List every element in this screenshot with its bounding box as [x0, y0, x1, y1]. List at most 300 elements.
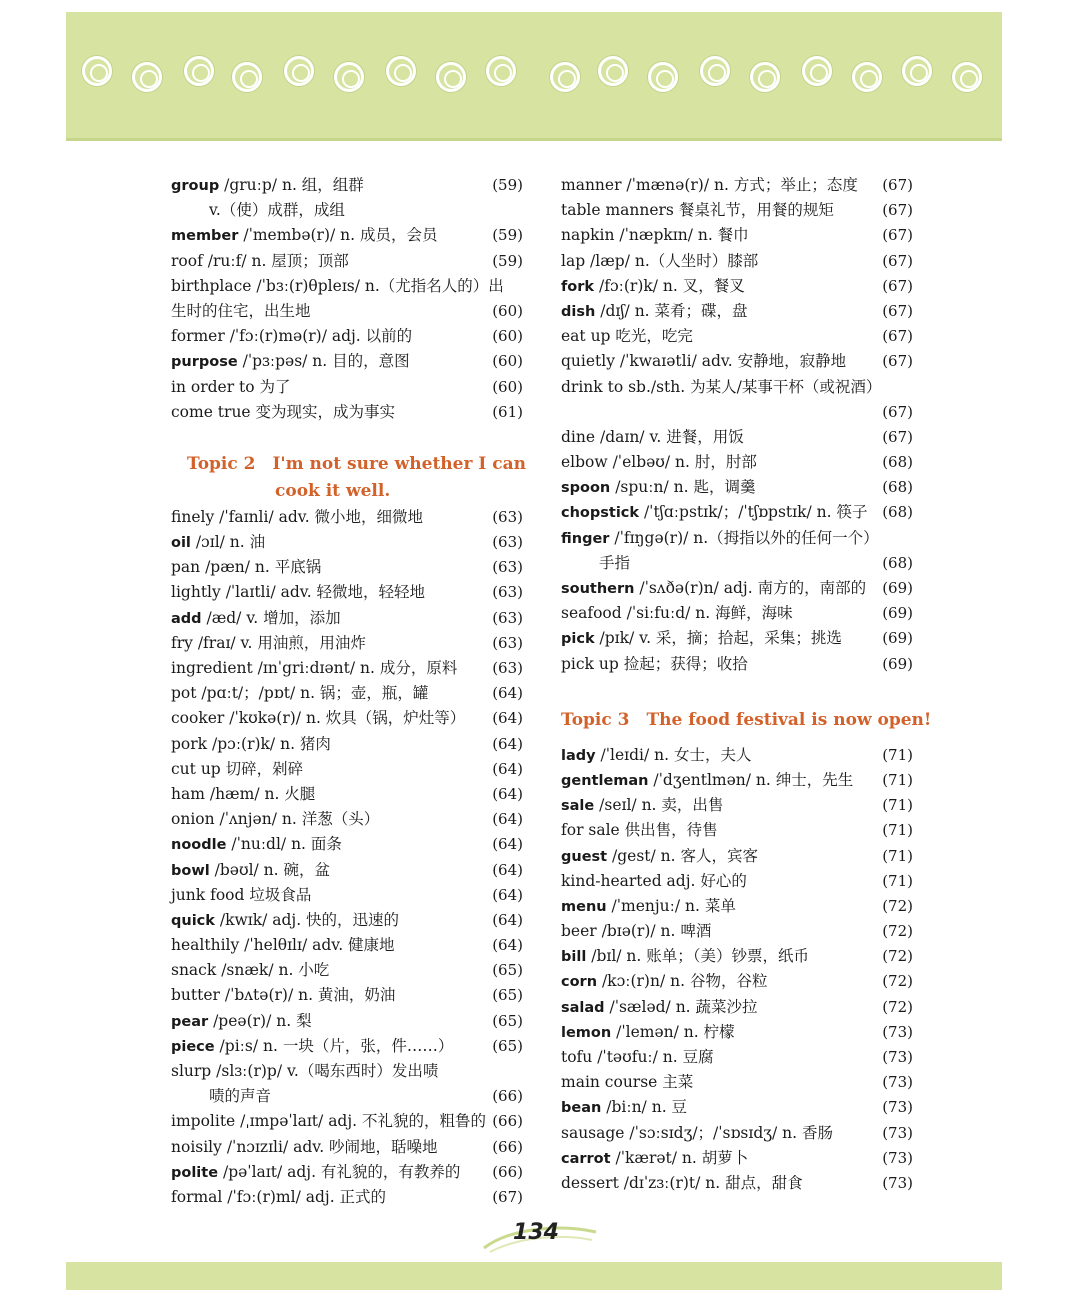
ring-ornament	[750, 62, 780, 92]
footer-banner	[66, 1262, 1002, 1290]
headword: dine	[561, 427, 596, 446]
definition: /pɪk/ v. 采，摘；拾起，采集；挑选	[594, 629, 842, 648]
vocab-entry	[171, 656, 523, 681]
headword: fork	[561, 278, 595, 295]
headword: bill	[561, 949, 587, 966]
vocab-entry	[171, 1160, 523, 1185]
definition: /ˈkwaɪətli/ adv. 安静地，寂静地	[614, 352, 847, 371]
vocab-entry	[561, 223, 913, 248]
headword: beer	[561, 922, 597, 941]
headword: pear	[171, 1013, 209, 1030]
headword: spoon	[561, 480, 611, 497]
vocab-entry	[561, 768, 913, 793]
headword: bean	[561, 1100, 602, 1117]
vocab-entry	[561, 944, 913, 969]
page-reference: (59)	[492, 251, 523, 270]
page-reference: (66)	[492, 1087, 523, 1106]
definition: 垃圾食品	[244, 885, 312, 904]
headword: main course	[561, 1073, 658, 1092]
vocab-entry	[171, 933, 523, 958]
headword: come true	[171, 402, 251, 421]
vocab-entry	[561, 249, 913, 274]
page-reference: (64)	[492, 784, 523, 803]
glossary-right-column	[561, 173, 932, 1196]
vocab-entry-text	[171, 1034, 453, 1060]
definition: /ˈfɔː(r)ml/ adj. 正式的	[222, 1187, 387, 1206]
headword: manner	[561, 176, 622, 194]
vocab-entry-text	[171, 1009, 312, 1035]
definition: /snæk/ n. 小吃	[216, 961, 330, 980]
vocab-entry-text	[171, 530, 265, 556]
page-reference: (63)	[492, 633, 523, 652]
headword: butter	[171, 986, 220, 1005]
vocab-entry	[561, 400, 913, 425]
headword: sale	[561, 798, 595, 815]
page-reference: (67)	[882, 226, 913, 245]
definition: /hæm/ n. 火腿	[204, 784, 316, 803]
page-reference: (68)	[882, 478, 913, 497]
vocab-entry	[171, 631, 523, 656]
vocab-entry-text	[561, 198, 834, 223]
vocab-entry	[171, 681, 523, 706]
vocab-entry-text	[171, 173, 364, 199]
headword: ingredient	[171, 659, 253, 677]
vocab-entry-text	[171, 681, 428, 706]
definition: /bɪl/ n. 账单；（美）钞票，纸币	[586, 947, 810, 966]
vocab-entry	[561, 1146, 913, 1171]
definition: /ˈfɔː(r)mə(r)/ adj. 以前的	[224, 327, 413, 346]
vocab-entry	[561, 526, 913, 551]
definition: /gest/ n. 客人，宾客	[607, 846, 759, 865]
definition: /dɪʃ/ n. 菜肴；碟，盘	[595, 301, 748, 320]
topic-heading-line: Topic 3 The food festival is now open!	[561, 709, 932, 730]
page-reference: (66)	[492, 1162, 523, 1181]
vocab-entry	[561, 626, 913, 651]
page-reference: (67)	[882, 201, 913, 220]
vocab-entry-text	[561, 944, 809, 970]
vocab-entry-text	[599, 551, 630, 576]
vocab-entry-text	[171, 223, 438, 249]
vocab-entry-text	[561, 173, 858, 198]
page-reference: (69)	[882, 604, 913, 623]
vocab-entry-text	[561, 324, 693, 349]
headword: finger	[561, 530, 610, 547]
headword: impolite	[171, 1112, 236, 1131]
topic-heading-line: cook it well.	[275, 480, 391, 501]
page-reference: (63)	[492, 533, 523, 552]
definition: /ˈleɪdi/ n. 女士，夫人	[595, 745, 752, 764]
definition: /ˈdʒentlmən/ n. 绅士，先生	[648, 770, 854, 789]
vocab-entry-text	[171, 1109, 486, 1134]
definition: /ˈkʊkə(r)/ n. 炊具（锅，炉灶等）	[224, 709, 466, 728]
page-reference: (64)	[492, 734, 523, 753]
vocab-entry	[561, 894, 913, 919]
headword: corn	[561, 974, 598, 991]
vocab-entry-text	[171, 757, 303, 782]
definition: 变为现实，成为事实	[250, 402, 396, 421]
vocab-entry-text	[171, 958, 329, 983]
headword: napkin	[561, 226, 615, 245]
headword: for sale	[561, 821, 620, 840]
vocab-entry-text	[171, 732, 331, 757]
ring-ornament	[852, 62, 882, 92]
headword: onion	[171, 810, 215, 829]
headword: piece	[171, 1038, 215, 1055]
definition: /ˈkærət/ n. 胡萝卜	[610, 1148, 749, 1167]
ring-ornament	[802, 56, 832, 86]
page-reference: (67)	[882, 327, 913, 346]
definition: /seɪl/ n. 卖，出售	[594, 796, 724, 815]
headword: quietly	[561, 352, 615, 371]
definition: 啧的声音	[209, 1087, 272, 1106]
headword: eat up	[561, 327, 611, 346]
vocab-entry-text	[171, 580, 425, 605]
definition: 餐桌礼节，用餐的规矩	[673, 201, 834, 220]
headword: group	[171, 178, 220, 194]
vocab-entry-text	[171, 933, 395, 958]
vocab-entry	[561, 652, 913, 677]
vocab-entry	[171, 274, 523, 299]
page-reference: (63)	[492, 507, 523, 526]
vocab-entry-text	[171, 832, 342, 858]
vocab-entry-text	[171, 299, 311, 324]
vocab-entry-text	[561, 249, 758, 274]
page-reference: (68)	[882, 503, 913, 522]
headword: lady	[561, 747, 596, 764]
vocab-entry-text	[171, 1160, 460, 1186]
vocab-entry	[171, 530, 523, 555]
vocab-entry	[561, 299, 913, 324]
vocab-entry	[561, 198, 913, 223]
headword: purpose	[171, 354, 238, 371]
definition: /ˈbɜː(r)θpleɪs/ n.（尤指名人的）出	[251, 276, 504, 295]
section-gap	[171, 425, 523, 451]
page-reference: (64)	[492, 910, 523, 929]
vocab-entry	[171, 400, 523, 425]
headword: pork	[171, 734, 208, 753]
vocab-entry-text	[561, 1095, 687, 1121]
vocab-entry-text	[171, 1135, 438, 1160]
vocab-entry-text	[561, 1146, 748, 1172]
vocab-entry	[561, 425, 913, 450]
definition: /ˈfaɪnli/ adv. 微小地，细微地	[214, 507, 424, 526]
vocab-entry	[561, 1171, 913, 1196]
headword: ham	[171, 784, 205, 803]
vocab-entry-text	[209, 198, 345, 223]
definition: /pɑːt/；/pɒt/ n. 锅；壶，瓶，罐	[196, 684, 429, 703]
definition: /ˈsʌðə(r)n/ adj. 南方的，南部的	[634, 579, 867, 597]
definition: 生时的住宅，出生地	[171, 301, 311, 320]
headword: noodle	[171, 837, 227, 854]
vocab-entry	[561, 869, 913, 894]
vocab-entry	[561, 1095, 913, 1120]
page-reference: (59)	[492, 226, 523, 245]
topic-heading-line: Topic 2 I'm not sure whether I can	[187, 453, 526, 474]
ring-ornament	[486, 56, 516, 86]
vocab-entry	[561, 576, 913, 601]
page-reference: (73)	[882, 1022, 913, 1041]
definition: /spuːn/ n. 匙，调羹	[610, 478, 756, 497]
headword: dish	[561, 303, 596, 320]
headword: formal	[171, 1187, 223, 1206]
definition: 供出售，待售	[619, 821, 718, 840]
page-reference: (73)	[882, 1098, 913, 1117]
definition: /ˈmembə(r)/ n. 成员，会员	[238, 226, 438, 245]
page-reference: (64)	[492, 709, 523, 728]
headword: pick	[561, 631, 595, 648]
vocab-entry-text	[561, 818, 718, 843]
definition: /ˈhelθɪlɪ/ adv. 健康地	[239, 936, 395, 955]
vocab-entry-text	[171, 656, 457, 681]
definition: /ˈtʃɑːpstɪk/；/ˈtʃɒpstɪk/ n. 筷子	[639, 503, 868, 522]
vocab-entry	[171, 1034, 523, 1059]
headword: pot	[171, 684, 197, 703]
vocab-entry-text	[171, 908, 399, 934]
vocab-entry-text	[561, 995, 758, 1021]
glossary-left-column	[171, 173, 526, 1210]
page-reference: (64)	[492, 885, 523, 904]
definition: /ˈlemən/ n. 柠檬	[611, 1022, 735, 1041]
vocab-entry-text	[171, 349, 410, 375]
page-reference: (72)	[882, 997, 913, 1016]
page-reference: (73)	[882, 1073, 913, 1092]
page-reference: (64)	[492, 810, 523, 829]
page-reference: (64)	[492, 936, 523, 955]
vocab-entry-text	[561, 969, 767, 995]
definition: /kɔː(r)n/ n. 谷物，谷粒	[597, 972, 768, 991]
page-reference: (71)	[882, 846, 913, 865]
headword: elbow	[561, 453, 608, 472]
vocab-entry	[171, 983, 523, 1008]
page-reference: (72)	[882, 972, 913, 991]
vocab-entry	[171, 807, 523, 832]
vocab-entry	[561, 1070, 913, 1095]
vocab-entry	[561, 793, 913, 818]
page-reference: (66)	[492, 1112, 523, 1131]
page-reference: (73)	[882, 1123, 913, 1142]
vocab-entry-text	[171, 324, 412, 349]
vocab-entry	[171, 1009, 523, 1034]
ring-ornament	[184, 56, 214, 86]
headword: cooker	[171, 709, 225, 728]
definition: /ˈsiːfuːd/ n. 海鲜，海味	[621, 604, 793, 623]
definition: 为某人/某事干杯（或祝酒）	[685, 377, 882, 396]
ring-ornament	[232, 62, 262, 92]
page-reference: (67)	[882, 276, 913, 295]
page-number: 134	[513, 1220, 559, 1245]
vocab-entry-text	[561, 869, 747, 894]
headword: tofu	[561, 1048, 593, 1066]
definition: /læp/ n.（人坐时）膝部	[585, 251, 759, 270]
vocab-entry-text	[561, 919, 711, 944]
page-reference: (63)	[492, 608, 523, 627]
headword: gentleman	[561, 772, 649, 789]
page-reference: (71)	[882, 796, 913, 815]
vocab-entry-text	[171, 807, 379, 832]
headword: seafood	[561, 604, 622, 623]
headword: menu	[561, 898, 607, 915]
page-reference: (72)	[882, 922, 913, 941]
vocab-entry-text	[561, 425, 744, 450]
vocab-entry	[171, 883, 523, 908]
definition: 为了	[254, 377, 291, 396]
ring-ornament	[132, 62, 162, 92]
headword: kind-hearted	[561, 871, 662, 890]
vocab-entry	[171, 1109, 523, 1134]
vocab-entry	[561, 818, 913, 843]
definition: /ˈmænə(r)/ n. 方式；举止；态度	[621, 176, 858, 194]
vocab-entry-text	[561, 626, 842, 652]
headword: pick up	[561, 654, 619, 673]
definition: /ˌɪmpəˈlaɪt/ adj. 不礼貌的，粗鲁的	[235, 1112, 487, 1131]
vocab-entry	[171, 908, 523, 933]
page-reference: (60)	[492, 327, 523, 346]
headword: noisily	[171, 1137, 222, 1156]
vocab-entry-text	[561, 223, 749, 248]
vocab-entry	[561, 743, 913, 768]
definition: /ˈmenjuː/ n. 菜单	[606, 896, 736, 915]
vocab-entry	[171, 1084, 523, 1109]
page-reference: (65)	[492, 961, 523, 980]
definition: /ˈlaɪtli/ adv. 轻微地，轻轻地	[220, 583, 426, 602]
page-reference: (61)	[492, 402, 523, 421]
headword: finely	[171, 507, 215, 526]
vocab-entry-text	[561, 1020, 735, 1046]
vocab-entry-text	[561, 793, 723, 819]
vocab-entry-text	[561, 526, 879, 552]
definition: /ˈnæpkɪn/ n. 餐巾	[614, 226, 749, 245]
page-reference: (73)	[882, 1048, 913, 1066]
vocab-entry	[561, 375, 913, 400]
header-divider	[66, 138, 1002, 141]
ring-ornament	[952, 62, 982, 92]
ring-ornament	[598, 56, 628, 86]
definition: /ˈtəʊfuː/ n. 豆腐	[592, 1048, 714, 1066]
page-reference: (72)	[882, 896, 913, 915]
vocab-entry	[561, 500, 913, 525]
headword: member	[171, 228, 239, 245]
headword: dessert	[561, 1173, 619, 1192]
vocab-entry-text	[561, 1070, 693, 1095]
definition: /ˈbʌtə(r)/ n. 黄油，奶油	[219, 986, 396, 1005]
vocab-entry	[171, 555, 523, 580]
definition: /ˈelbəʊ/ n. 肘，肘部	[607, 453, 757, 472]
vocab-entry-text	[561, 1121, 833, 1146]
page-reference: (67)	[882, 251, 913, 270]
definition: /peə(r)/ n. 梨	[208, 1011, 312, 1030]
page-reference: (60)	[492, 377, 523, 396]
page-reference: (67)	[882, 402, 913, 421]
vocab-entry	[171, 505, 523, 530]
headword: guest	[561, 848, 608, 865]
vocab-entry	[171, 349, 523, 374]
page-reference: (60)	[492, 301, 523, 320]
vocab-entry-text	[171, 983, 395, 1008]
page-reference: (71)	[882, 821, 913, 840]
headword: in order to	[171, 377, 255, 396]
page-reference: (69)	[882, 654, 913, 673]
page-reference: (73)	[882, 1148, 913, 1167]
page-reference: (71)	[882, 745, 913, 764]
headword: oil	[171, 535, 191, 552]
page-reference: (68)	[882, 453, 913, 472]
page-reference: (71)	[882, 770, 913, 789]
headword: slurp	[171, 1062, 212, 1080]
definition: /pæn/ n. 平底锅	[200, 558, 322, 577]
page-reference: (67)	[882, 427, 913, 446]
vocab-entry	[561, 173, 913, 198]
definition: /daɪn/ v. 进餐，用饭	[595, 427, 744, 446]
page-reference: (64)	[492, 835, 523, 854]
definition: /ˈʌnjən/ n. 洋葱（头）	[214, 810, 380, 829]
headword: fry	[171, 633, 193, 652]
headword: table manners	[561, 201, 674, 220]
page-reference: (67)	[882, 301, 913, 320]
vocab-entry	[171, 223, 523, 248]
vocab-entry-text	[561, 1171, 803, 1196]
ring-ornament	[902, 56, 932, 86]
definition: /kwɪk/ adj. 快的，迅速的	[214, 910, 400, 929]
headword: salad	[561, 999, 605, 1016]
vocab-entry-text	[561, 576, 866, 602]
definition: /fɔː(r)k/ n. 叉，餐叉	[594, 276, 745, 295]
definition: /æd/ v. 增加，添加	[201, 608, 341, 627]
headword: bowl	[171, 862, 210, 879]
definition: 主菜	[657, 1073, 694, 1092]
definition: /ˈnuːdl/ n. 面条	[226, 835, 342, 854]
headword: cut up	[171, 759, 221, 778]
vocab-entry	[561, 475, 913, 500]
page-reference: (65)	[492, 1036, 523, 1055]
headword: add	[171, 610, 202, 627]
vocab-entry-text	[171, 249, 349, 274]
vocab-entry	[561, 324, 913, 349]
vocab-entry-text	[561, 743, 751, 769]
definition: /ˈfɪŋgə(r)/ n.（拇指以外的任何一个）	[609, 528, 879, 547]
page-reference: (66)	[492, 1137, 523, 1156]
vocab-entry-text	[171, 555, 321, 580]
vocab-entry	[171, 832, 523, 857]
definition: /ˈsæləd/ n. 蔬菜沙拉	[604, 997, 758, 1016]
headword: junk food	[171, 885, 245, 904]
topic-heading	[171, 451, 526, 505]
headword: sausage	[561, 1123, 625, 1142]
page-reference: (72)	[882, 947, 913, 966]
vocab-entry-text	[561, 274, 745, 300]
headword: healthily	[171, 936, 240, 955]
definition: adj. 好心的	[661, 871, 747, 890]
definition: /ˈpɜːpəs/ n. 目的，意图	[237, 352, 410, 371]
vocab-entry-text	[561, 894, 736, 920]
definition: /gruːp/ n. 组，组群	[219, 176, 364, 194]
headword: lemon	[561, 1024, 612, 1041]
headword: drink to sb./sth.	[561, 377, 686, 396]
page-reference: (63)	[492, 558, 523, 577]
headword: former	[171, 327, 225, 346]
vocab-entry-text	[561, 844, 758, 870]
vocab-entry-text	[209, 1084, 271, 1109]
definition: 切碎，剁碎	[220, 759, 304, 778]
definition: 吃光，吃完	[610, 327, 693, 346]
vocab-entry	[171, 299, 523, 324]
vocab-entry-text	[561, 450, 757, 475]
vocab-entry	[561, 1020, 913, 1045]
definition: /fraɪ/ v. 用油煎，用油炸	[192, 633, 366, 652]
vocab-entry	[171, 375, 523, 400]
vocab-entry	[561, 601, 913, 626]
vocab-entry-text	[561, 768, 853, 794]
headword: roof	[171, 251, 203, 270]
